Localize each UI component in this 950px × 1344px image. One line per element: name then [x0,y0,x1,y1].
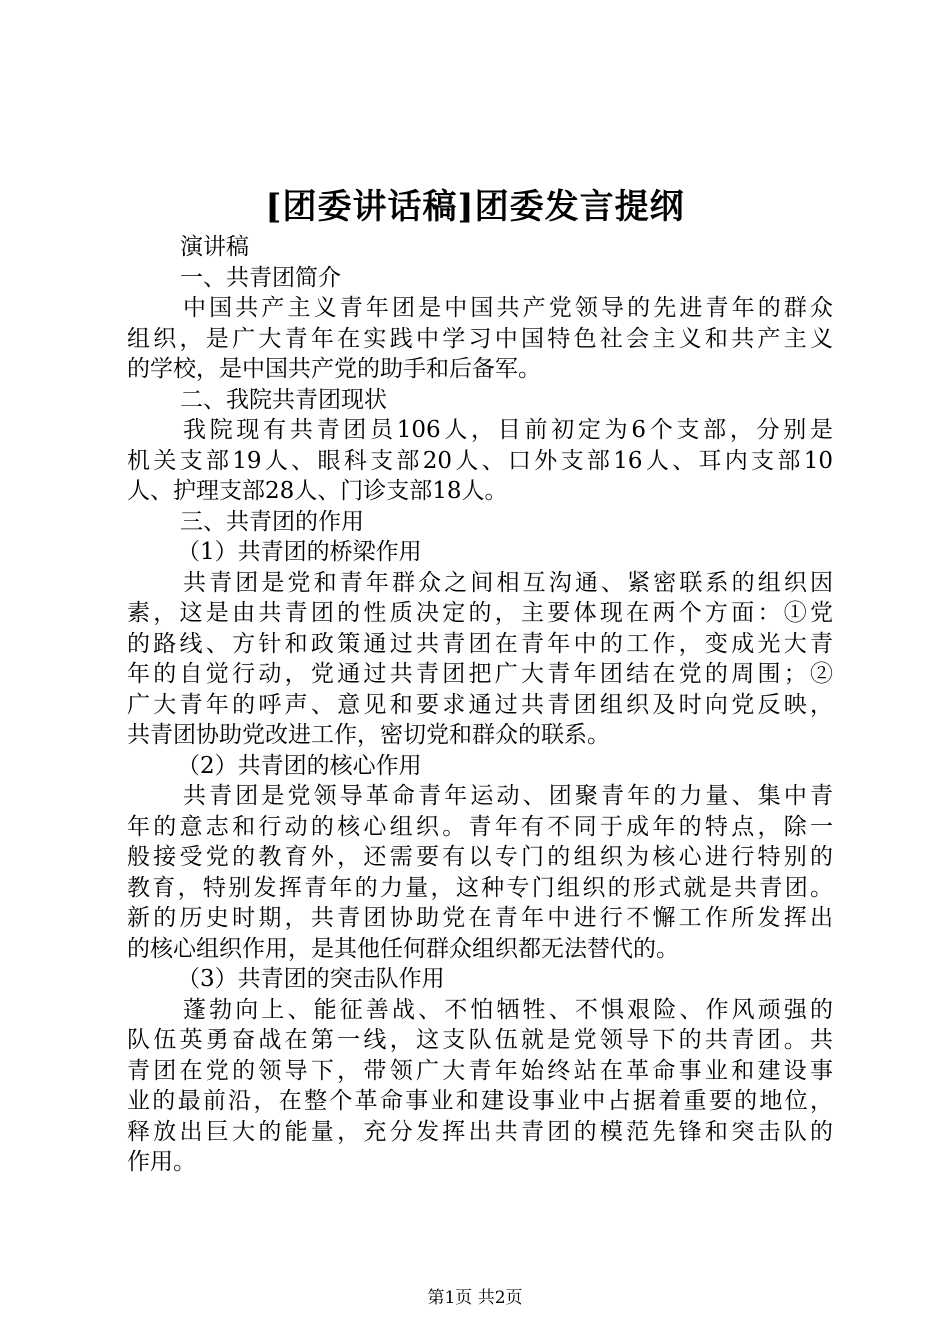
text-line: 共青团是党和青年群众之间相互沟通、紧密联系的组织因 [183,569,833,596]
text-line: 机关支部19人、眼科支部20人、口外支部16人、耳内支部10 [127,447,833,474]
subsection-heading: （2）共青团的核心作用 [177,752,422,779]
text-line: 释放出巨大的能量，充分发挥出共青团的模范先锋和突击队的 [127,1118,833,1145]
text-line: 素，这是由共青团的性质决定的，主要体现在两个方面：①党 [127,600,833,626]
text-line: 作用。 [127,1149,196,1175]
text-line: 蓬勃向上、能征善战、不怕牺牲、不惧艰险、作风顽强的 [183,996,833,1023]
text-line: 年的自觉行动，党通过共青团把广大青年团结在党的周围；② [127,661,833,687]
text-line: 的路线、方针和政策通过共青团在青年中的工作，变成光大青 [127,630,833,657]
text-line: 队伍英勇奋战在第一线，这支队伍就是党领导下的共青团。共 [127,1027,833,1053]
text-line: 演讲稿 [180,234,249,260]
text-line: 教育，特别发挥青年的力量，这种专门组织的形式就是共青团。 [127,874,833,901]
text-line: 我院现有共青团员106人，目前初定为6个支部，分别是 [183,417,833,443]
text-line: 组织，是广大青年在实践中学习中国特色社会主义和共产主义 [127,325,833,352]
section-heading: 一、共青团简介 [180,264,341,291]
page-footer: 第1页 共2页 [427,1288,523,1308]
text-line: 的学校，是中国共产党的助手和后备军。 [127,356,541,382]
subsection-heading: （3）共青团的突击队作用 [177,966,445,992]
text-line: 年的意志和行动的核心组织。青年有不同于成年的特点，除一 [127,813,833,840]
text-line: 业的最前沿，在整个革命事业和建设事业中占据着重要的地位， [127,1088,833,1114]
text-line: 青团在党的领导下，带领广大青年始终站在革命事业和建设事 [127,1057,833,1084]
subsection-heading: （1）共青团的桥梁作用 [177,539,422,565]
section-heading: 三、共青团的作用 [180,508,364,535]
section-heading: 二、我院共青团现状 [180,386,387,413]
text-line: 共青团是党领导革命青年运动、团聚青年的力量、集中青 [183,783,833,809]
text-line: 共青团协助党改进工作，密切党和群众的联系。 [127,722,610,748]
text-line: 中国共产主义青年团是中国共产党领导的先进青年的群众 [183,295,833,321]
text-line: 般接受党的教育外，还需要有以专门的组织为核心进行特别的 [127,844,833,870]
document-title: [团委讲话稿]团委发言提纲 [265,187,685,227]
text-line: 的核心组织作用，是其他任何群众组织都无法替代的。 [127,935,679,962]
text-line: 广大青年的呼声、意见和要求通过共青团组织及时向党反映， [127,691,833,718]
text-line: 新的历史时期，共青团协助党在青年中进行不懈工作所发挥出 [127,905,833,931]
document-body [127,232,833,1178]
text-line: 人、护理支部28人、门诊支部18人。 [127,478,508,504]
